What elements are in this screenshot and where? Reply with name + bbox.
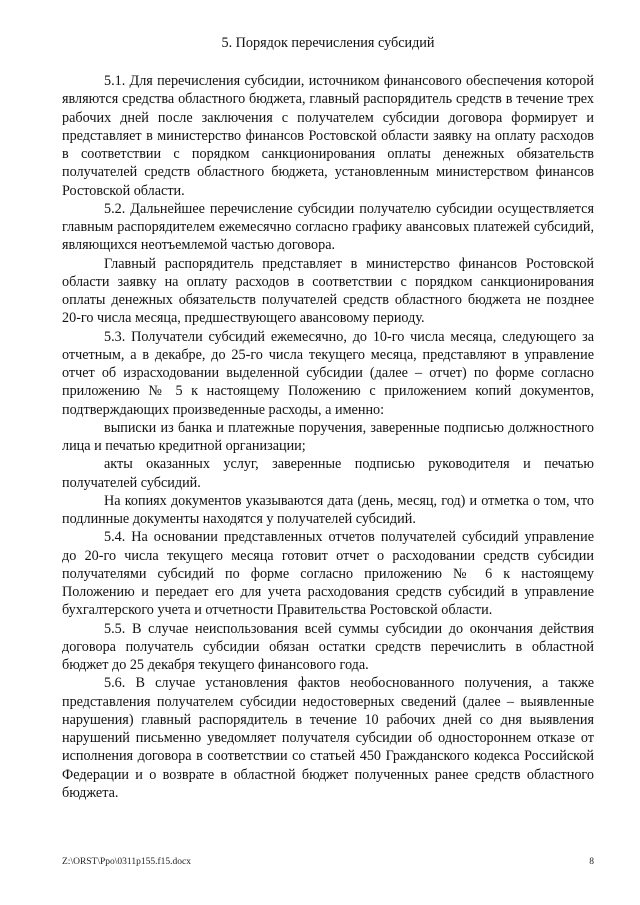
paragraph-5-3-item-1: выписки из банка и платежные поручения, заверенные подписью должностного лица и печатью кредитной организации;	[62, 419, 594, 454]
document-page	[62, 34, 594, 802]
paragraph-5-3: 5.3. Получатели субсидий ежемесячно, до 10-го числа месяца, следующего за отчетным, а в декабре, до 25-го числа текущего месяца, представляют в управление отчет об израсходовании выделенной субсидии (далее – отчет) по форме согласно приложению № 5 к настоящему Положению с приложением копий документов, подтверждающих произведенные расходы, а именно:	[62, 328, 594, 418]
paragraph-5-1: 5.1. Для перечисления субсидии, источником финансового обеспечения которой являются средства областного бюджета, главный распорядитель средств в течение трех рабочих дней после заключения с получателем субсидии договора формирует и представляет в министерство финансов Ростовской области заявку на оплату расходов в соответствии с порядком санкционирования оплаты денежных обязательств получателей средств областного бюджета, установленным министерством финансов Ростовской области.	[62, 73, 594, 199]
paragraph-5-2: 5.2. Дальнейшее перечисление субсидии получателю субсидии осуществляется главным распорядителем ежемесячно согласно графику авансовых платежей субсидий, являющихся неотъемлемой частью договора.	[62, 200, 594, 254]
paragraph-5-6: 5.6. В случае установления фактов необоснованного получения, а также представления получателем субсидии недостоверных сведений (далее – выявленные нарушения) главный распорядитель в течение 10 рабочих дней со дня выявления нарушений письменно уведомляет получателя субсидии об одностороннем отказе от исполнения договора в соответствии со статьей 450 Гражданского кодекса Российской Федерации и о возврате в областной бюджет полученных ранее средств областного бюджета.	[62, 675, 594, 801]
section-heading: 5. Порядок перечисления субсидий	[221, 35, 435, 51]
footer-page-number: 8	[589, 857, 594, 867]
paragraph-5-3-note: На копиях документов указываются дата (день, месяц, год) и отметка о том, что подлинные документы находятся у получателей субсидий.	[62, 492, 594, 527]
paragraph-5-2-cont: Главный распорядитель представляет в министерство финансов Ростовской области заявку на оплату расходов в соответствии с порядком санкционирования оплаты денежных обязательств получателей средств областного бюджета не позднее 20-го числа месяца, предшествующего авансовому периоду.	[62, 255, 594, 327]
paragraph-5-4: 5.4. На основании представленных отчетов получателей субсидий управление до 20-го числа текущего месяца готовит отчет о расходовании средств субсидии получателями субсидий по форме согласно приложению № 6 к настоящему Положению и передает его для учета расходования средств субсидий в управление бухгалтерского учета и отчетности Правительства Ростовской области.	[62, 529, 594, 619]
paragraph-5-3-item-2: акты оказанных услуг, заверенные подписью руководителя и печатью получателей субсидий.	[62, 456, 594, 491]
paragraph-5-5: 5.5. В случае неиспользования всей суммы субсидии до окончания действия договора получатель субсидии обязан остатки средств перечислить в областной бюджет до 25 декабря текущего финансового года.	[62, 620, 594, 673]
footer-file-path: Z:\ORST\Ppo\0311p155.f15.docx	[62, 857, 191, 867]
